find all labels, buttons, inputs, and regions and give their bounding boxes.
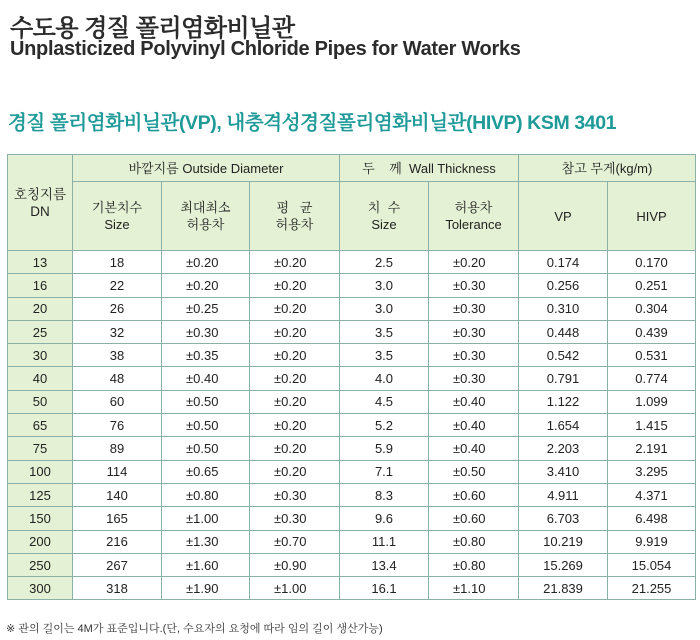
weight-vp-cell: 4.911 — [519, 483, 608, 506]
wt-size-cell: 3.5 — [340, 344, 429, 367]
header-od-maxmin-tolerance-line1: 최대최소 — [180, 200, 231, 215]
page-title-korean: 수도용 경질 폴리염화비닐관 — [10, 15, 295, 42]
header-weight-hivp: HIVP — [608, 182, 696, 251]
weight-vp-cell: 0.448 — [519, 320, 608, 343]
od-average-tolerance-cell: ±0.20 — [250, 297, 340, 320]
header-od-size — [73, 182, 162, 251]
header-reference-weight: 참고 무게(kg/m) — [519, 155, 696, 182]
nominal-diameter-cell: 300 — [8, 577, 73, 600]
od-maxmin-tolerance-cell: ±0.25 — [162, 297, 250, 320]
od-size-cell: 18 — [73, 251, 162, 274]
wt-tolerance-cell: ±0.30 — [429, 344, 519, 367]
nominal-diameter-cell: 200 — [8, 530, 73, 553]
nominal-diameter-cell: 20 — [8, 297, 73, 320]
header-od-maxmin-tolerance — [162, 182, 250, 251]
header-od-maxmin-tolerance-line2: 허용차 — [186, 217, 225, 232]
od-size-cell: 26 — [73, 297, 162, 320]
wt-tolerance-cell: ±0.50 — [429, 460, 519, 483]
nominal-diameter-cell: 75 — [8, 437, 73, 460]
header-wt-tolerance — [429, 182, 519, 251]
table-row — [8, 460, 696, 483]
weight-vp-cell: 10.219 — [519, 530, 608, 553]
weight-vp-cell: 0.542 — [519, 344, 608, 367]
table-row — [8, 483, 696, 506]
wt-size-cell: 7.1 — [340, 460, 429, 483]
od-size-cell: 22 — [73, 274, 162, 297]
weight-hivp-cell: 21.255 — [608, 577, 696, 600]
od-average-tolerance-cell: ±0.20 — [250, 344, 340, 367]
weight-vp-cell: 0.256 — [519, 274, 608, 297]
od-size-cell: 89 — [73, 437, 162, 460]
weight-hivp-cell: 2.191 — [608, 437, 696, 460]
weight-hivp-cell: 1.415 — [608, 414, 696, 437]
weight-hivp-cell: 3.295 — [608, 460, 696, 483]
od-maxmin-tolerance-cell: ±0.30 — [162, 320, 250, 343]
header-nominal-diameter — [8, 155, 73, 251]
od-size-cell: 48 — [73, 367, 162, 390]
weight-hivp-cell: 0.531 — [608, 344, 696, 367]
wt-tolerance-cell: ±0.30 — [429, 367, 519, 390]
wt-size-cell: 2.5 — [340, 251, 429, 274]
wt-size-cell: 8.3 — [340, 483, 429, 506]
header-wt-size — [340, 182, 429, 251]
table-row — [8, 530, 696, 553]
od-maxmin-tolerance-cell: ±0.40 — [162, 367, 250, 390]
od-average-tolerance-cell: ±0.70 — [250, 530, 340, 553]
od-average-tolerance-cell: ±0.30 — [250, 507, 340, 530]
od-maxmin-tolerance-cell: ±0.20 — [162, 251, 250, 274]
nominal-diameter-cell: 100 — [8, 460, 73, 483]
table-row — [8, 437, 696, 460]
wt-tolerance-cell: ±0.60 — [429, 507, 519, 530]
wt-tolerance-cell: ±1.10 — [429, 577, 519, 600]
header-od-size-en: Size — [104, 217, 130, 232]
wt-tolerance-cell: ±0.20 — [429, 251, 519, 274]
header-wt-size-en: Size — [371, 217, 397, 232]
table-row — [8, 553, 696, 576]
table-row — [8, 507, 696, 530]
weight-vp-cell: 2.203 — [519, 437, 608, 460]
wt-tolerance-cell: ±0.60 — [429, 483, 519, 506]
wt-tolerance-cell: ±0.30 — [429, 274, 519, 297]
nominal-diameter-cell: 150 — [8, 507, 73, 530]
table-row — [8, 390, 696, 413]
weight-vp-cell: 15.269 — [519, 553, 608, 576]
pipe-spec-table — [7, 154, 696, 600]
weight-hivp-cell: 6.498 — [608, 507, 696, 530]
nominal-diameter-cell: 40 — [8, 367, 73, 390]
od-average-tolerance-cell: ±1.00 — [250, 577, 340, 600]
od-size-cell: 60 — [73, 390, 162, 413]
wt-size-cell: 4.5 — [340, 390, 429, 413]
wt-tolerance-cell: ±0.40 — [429, 414, 519, 437]
weight-hivp-cell: 0.304 — [608, 297, 696, 320]
od-maxmin-tolerance-cell: ±1.00 — [162, 507, 250, 530]
od-maxmin-tolerance-cell: ±0.50 — [162, 390, 250, 413]
od-maxmin-tolerance-cell: ±0.50 — [162, 437, 250, 460]
wt-size-cell: 16.1 — [340, 577, 429, 600]
od-maxmin-tolerance-cell: ±0.50 — [162, 414, 250, 437]
wt-tolerance-cell: ±0.30 — [429, 320, 519, 343]
od-average-tolerance-cell: ±0.20 — [250, 274, 340, 297]
od-size-cell: 140 — [73, 483, 162, 506]
wt-tolerance-cell: ±0.80 — [429, 530, 519, 553]
table-row — [8, 367, 696, 390]
od-size-cell: 38 — [73, 344, 162, 367]
od-average-tolerance-cell: ±0.20 — [250, 414, 340, 437]
od-average-tolerance-cell: ±0.20 — [250, 390, 340, 413]
weight-vp-cell: 0.310 — [519, 297, 608, 320]
weight-hivp-cell: 0.170 — [608, 251, 696, 274]
header-wt-tolerance-en: Tolerance — [445, 217, 502, 232]
header-od-size-ko: 기본치수 — [91, 200, 143, 215]
od-size-cell: 318 — [73, 577, 162, 600]
weight-hivp-cell: 0.439 — [608, 320, 696, 343]
header-od-average-tolerance-line2: 허용차 — [275, 217, 314, 232]
weight-hivp-cell: 9.919 — [608, 530, 696, 553]
nominal-diameter-cell: 25 — [8, 320, 73, 343]
nominal-diameter-cell: 13 — [8, 251, 73, 274]
od-size-cell: 32 — [73, 320, 162, 343]
page-title-english: Unplasticized Polyvinyl Chloride Pipes for Water Works — [10, 38, 521, 60]
od-average-tolerance-cell: ±0.90 — [250, 553, 340, 576]
header-weight-vp: VP — [519, 182, 608, 251]
od-size-cell: 114 — [73, 460, 162, 483]
weight-vp-cell: 1.122 — [519, 390, 608, 413]
nominal-diameter-cell: 125 — [8, 483, 73, 506]
wt-size-cell: 11.1 — [340, 530, 429, 553]
wt-tolerance-cell: ±0.80 — [429, 553, 519, 576]
od-size-cell: 76 — [73, 414, 162, 437]
wt-tolerance-cell: ±0.40 — [429, 390, 519, 413]
table-row — [8, 251, 696, 274]
footnote: ※ 관의 길이는 4M가 표준입니다.(단, 수요자의 요청에 따라 임의 길이 생산가능) — [6, 623, 383, 635]
od-average-tolerance-cell: ±0.20 — [250, 460, 340, 483]
od-maxmin-tolerance-cell: ±1.30 — [162, 530, 250, 553]
nominal-diameter-cell: 50 — [8, 390, 73, 413]
weight-vp-cell: 6.703 — [519, 507, 608, 530]
od-maxmin-tolerance-cell: ±0.65 — [162, 460, 250, 483]
nominal-diameter-cell: 30 — [8, 344, 73, 367]
od-maxmin-tolerance-cell: ±1.60 — [162, 553, 250, 576]
header-outside-diameter: 바깥지름 Outside Diameter — [73, 155, 340, 182]
header-od-average-tolerance-line1: 평 균 — [276, 200, 313, 215]
weight-vp-cell: 0.174 — [519, 251, 608, 274]
table-row — [8, 344, 696, 367]
table-row — [8, 297, 696, 320]
wt-tolerance-cell: ±0.40 — [429, 437, 519, 460]
table-row — [8, 577, 696, 600]
wt-size-cell: 3.0 — [340, 297, 429, 320]
od-average-tolerance-cell: ±0.30 — [250, 483, 340, 506]
header-wt-tolerance-ko: 허용차 — [454, 200, 493, 215]
od-average-tolerance-cell: ±0.20 — [250, 367, 340, 390]
od-maxmin-tolerance-cell: ±0.35 — [162, 344, 250, 367]
wt-size-cell: 9.6 — [340, 507, 429, 530]
table-row — [8, 414, 696, 437]
wt-tolerance-cell: ±0.30 — [429, 297, 519, 320]
header-wall-thickness: 두 께 Wall Thickness — [340, 155, 519, 182]
wt-size-cell: 3.5 — [340, 320, 429, 343]
od-size-cell: 267 — [73, 553, 162, 576]
weight-hivp-cell: 4.371 — [608, 483, 696, 506]
table-row — [8, 320, 696, 343]
nominal-diameter-cell: 16 — [8, 274, 73, 297]
weight-hivp-cell: 15.054 — [608, 553, 696, 576]
wt-size-cell: 4.0 — [340, 367, 429, 390]
table-row — [8, 274, 696, 297]
od-size-cell: 216 — [73, 530, 162, 553]
od-maxmin-tolerance-cell: ±1.90 — [162, 577, 250, 600]
wt-size-cell: 5.9 — [340, 437, 429, 460]
header-nominal-diameter-ko: 호칭지름 — [13, 186, 67, 202]
spec-table-body — [8, 251, 696, 600]
header-wt-size-ko: 치 수 — [367, 200, 401, 215]
weight-hivp-cell: 0.774 — [608, 367, 696, 390]
wt-size-cell: 5.2 — [340, 414, 429, 437]
od-maxmin-tolerance-cell: ±0.20 — [162, 274, 250, 297]
weight-vp-cell: 21.839 — [519, 577, 608, 600]
header-od-average-tolerance — [250, 182, 340, 251]
wt-size-cell: 3.0 — [340, 274, 429, 297]
od-size-cell: 165 — [73, 507, 162, 530]
weight-vp-cell: 0.791 — [519, 367, 608, 390]
nominal-diameter-cell: 65 — [8, 414, 73, 437]
header-nominal-diameter-en: DN — [30, 203, 50, 219]
wt-size-cell: 13.4 — [340, 553, 429, 576]
od-maxmin-tolerance-cell: ±0.80 — [162, 483, 250, 506]
nominal-diameter-cell: 250 — [8, 553, 73, 576]
od-average-tolerance-cell: ±0.20 — [250, 437, 340, 460]
od-average-tolerance-cell: ±0.20 — [250, 320, 340, 343]
weight-hivp-cell: 1.099 — [608, 390, 696, 413]
od-average-tolerance-cell: ±0.20 — [250, 251, 340, 274]
weight-vp-cell: 3.410 — [519, 460, 608, 483]
section-subtitle: 경질 폴리염화비닐관(VP), 내충격성경질폴리염화비닐관(HIVP) KSM 3401 — [8, 112, 617, 134]
weight-hivp-cell: 0.251 — [608, 274, 696, 297]
weight-vp-cell: 1.654 — [519, 414, 608, 437]
